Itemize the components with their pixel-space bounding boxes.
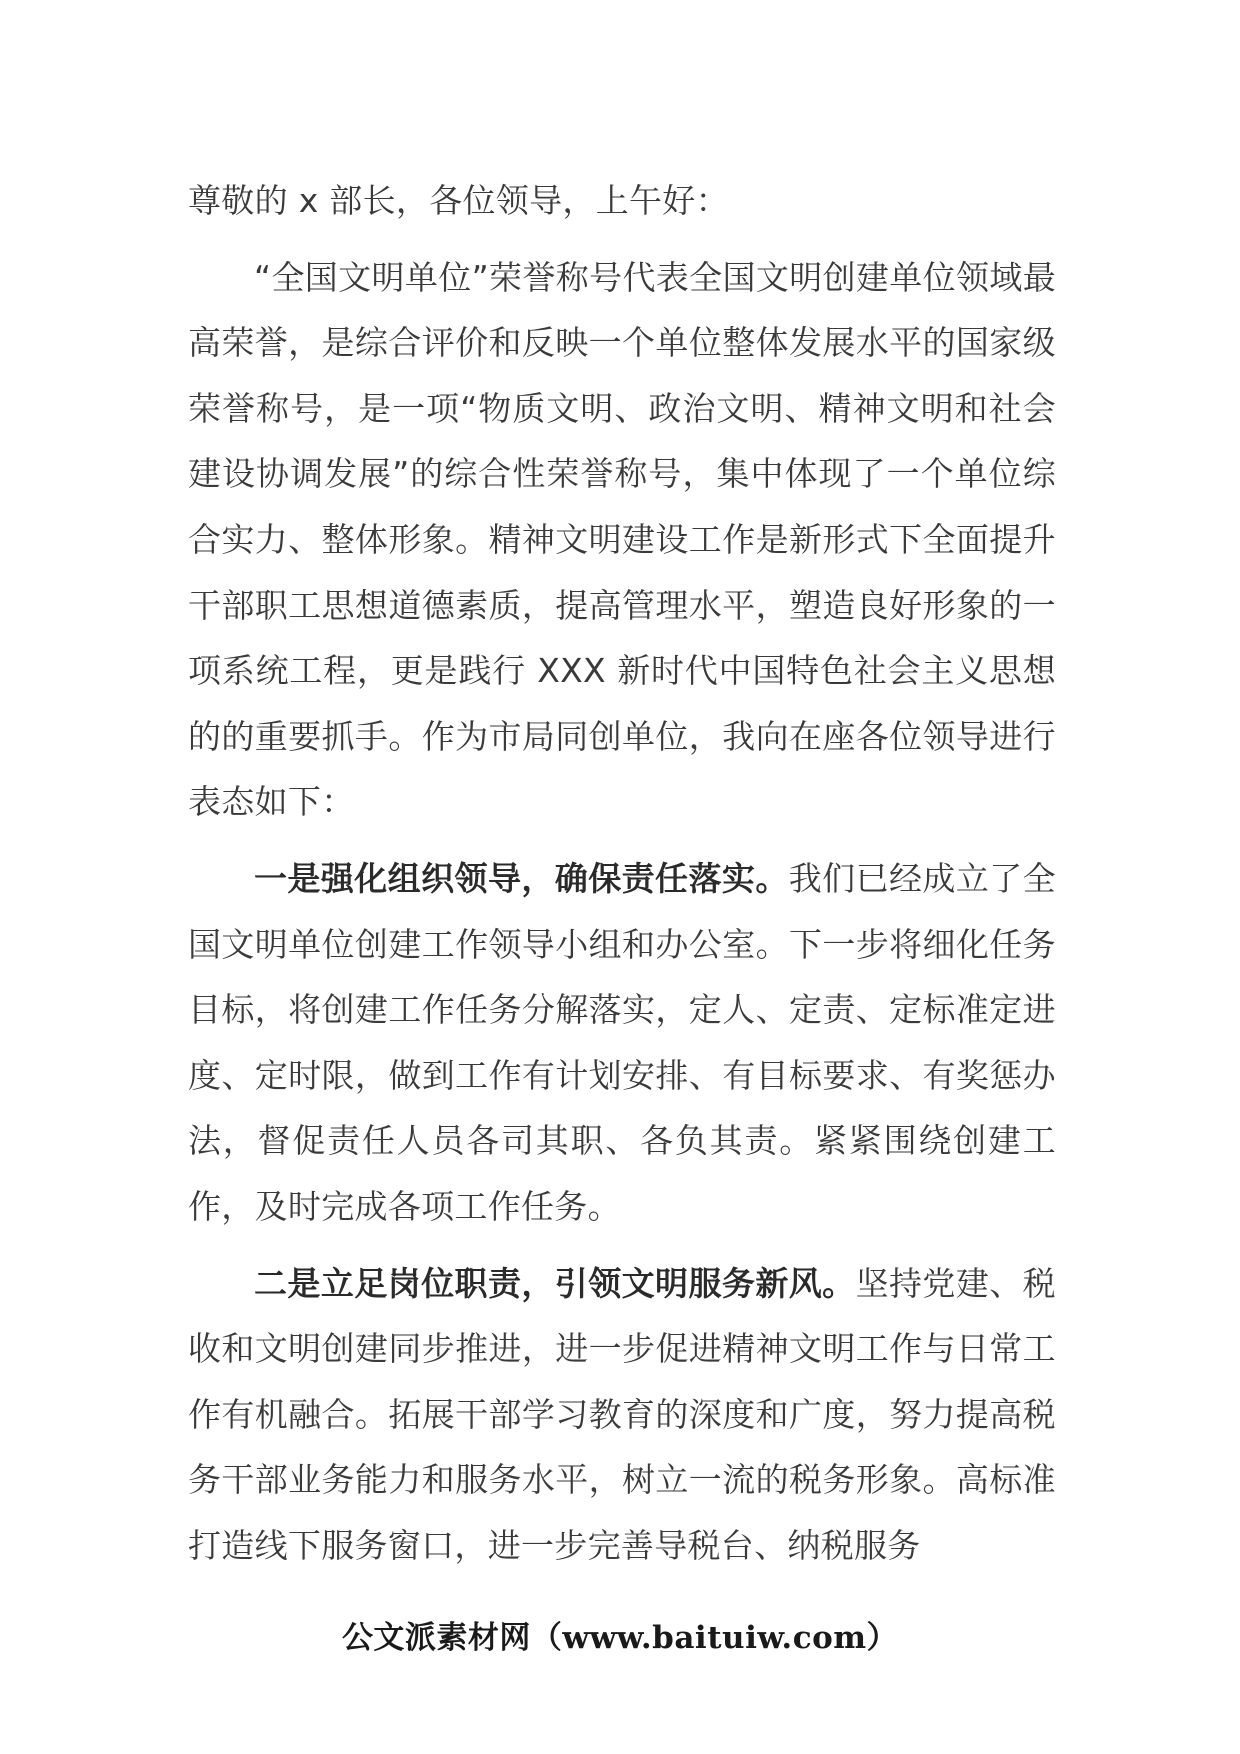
point-two-paragraph [188,1251,1056,1579]
intro-paragraph: “全国文明单位”荣誉称号代表全国文明创建单位领域最高荣誉，是综合评价和反映一个单位整体发展水平的国家级荣誉称号，是一项“物质文明、政治文明、精神文明和社会建设协调发展”的综合性荣誉称号，集中体现了一个单位综合实力、整体形象。精神文明建设工作是新形式下全面提升干部职工思想道德素质，提高管理水平，塑造良好形象的一项系统工程，更是践行 XXX 新时代中国特色社会主义思想的的重要抓手。作为市局同创单位，我向在座各位领导进行表态如下： [188,257,1056,822]
document-body [188,168,1056,1589]
point-two-body: 坚持党建、税收和文明创建同步推进，进一步促进精神文明工作与日常工作有机融合。拓展干部学习教育的深度和广度，努力提高税务干部业务能力和服务水平，树立一流的税务形象。高标准打造线下服务窗口，进一步完善导税台、纳税服务 [188,1263,1056,1565]
greeting-paragraph: 尊敬的 x 部长，各位领导，上午好： [188,181,729,220]
footer-watermark: 公文派素材网（www.baituiw.com） [341,1620,899,1656]
point-one-heading: 一是强化组织领导，确保责任落实。 [254,858,789,898]
point-two-heading: 二是立足岗位职责，引领文明服务新风。 [254,1263,856,1303]
point-one-body: 我们已经成立了全国文明单位创建工作领导小组和办公室。下一步将细化任务目标，将创建工作任务分解落实，定人、定责、定标准定进度、定时限，做到工作有计划安排、有目标要求、有奖惩办法，督促责任人员各司其职、各负其责。紧紧围绕创建工作，及时完成各项工作任务。 [188,858,1056,1226]
point-one-paragraph [188,846,1056,1240]
